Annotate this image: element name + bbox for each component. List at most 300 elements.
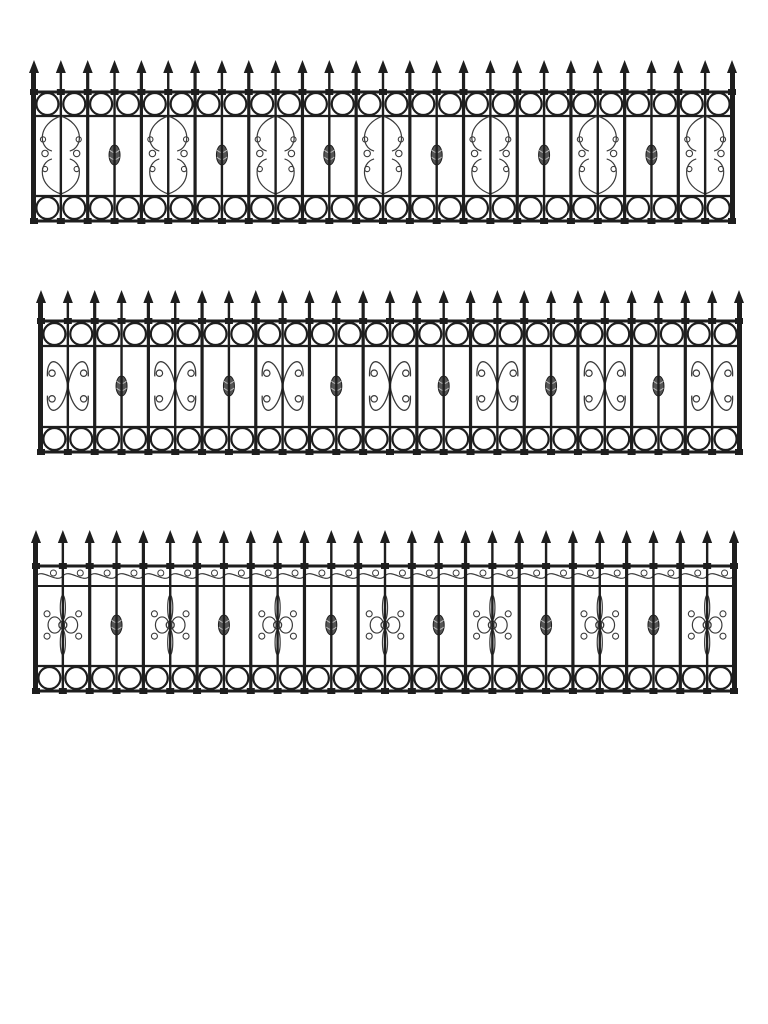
ring: [580, 428, 602, 450]
scroll-curve: [584, 362, 604, 386]
ring: [65, 667, 87, 689]
scroll-curve: [262, 386, 282, 410]
collar: [681, 318, 689, 324]
spear-tip: [653, 290, 663, 303]
collar: [139, 688, 147, 694]
spear-tip: [646, 60, 656, 73]
collar: [332, 318, 340, 324]
collar: [272, 89, 280, 95]
collar: [513, 89, 521, 95]
scroll-curl: [188, 396, 194, 402]
ring: [205, 428, 227, 450]
scroll-curve: [705, 159, 724, 194]
collar: [193, 563, 201, 569]
spear-tip: [83, 60, 93, 73]
scroll-curve: [257, 159, 276, 194]
ring: [627, 93, 649, 115]
ring: [683, 667, 705, 689]
collar: [701, 218, 709, 224]
scroll-curve: [687, 159, 706, 194]
ring: [359, 197, 381, 219]
ring: [500, 323, 522, 345]
collar: [703, 688, 711, 694]
scroll-curve: [390, 386, 410, 410]
ring: [468, 667, 490, 689]
spear-tip: [163, 60, 173, 73]
scroll-curl: [156, 370, 162, 376]
ring: [602, 667, 624, 689]
scroll-curl: [693, 370, 699, 376]
end-post-right: [732, 538, 737, 692]
collar: [144, 449, 152, 455]
spear-tip: [700, 60, 710, 73]
scroll-curve: [598, 116, 617, 151]
collar: [166, 688, 174, 694]
collar: [359, 449, 367, 455]
scroll-curl: [366, 633, 372, 639]
ring: [278, 93, 300, 115]
collar: [628, 318, 636, 324]
ring: [226, 667, 248, 689]
collar: [379, 89, 387, 95]
collar: [386, 318, 394, 324]
scroll-curve: [150, 159, 169, 194]
scroll-curve: [68, 386, 88, 410]
collar: [137, 218, 145, 224]
collar: [493, 449, 501, 455]
scroll-curl: [617, 396, 623, 402]
spear-tip: [680, 290, 690, 303]
ring: [715, 428, 737, 450]
ring: [547, 197, 569, 219]
ring: [361, 667, 383, 689]
collar: [674, 218, 682, 224]
scroll-curve: [490, 116, 509, 151]
scroll-curl: [151, 611, 157, 617]
ring: [173, 667, 195, 689]
collar: [164, 89, 172, 95]
collar: [569, 563, 577, 569]
scroll-curl: [76, 611, 82, 617]
wave-curl: [561, 570, 567, 576]
wave-curl: [50, 570, 56, 576]
ring: [305, 197, 327, 219]
scroll-curl: [371, 396, 377, 402]
ring: [224, 197, 246, 219]
collar: [164, 218, 172, 224]
collar: [513, 218, 521, 224]
ring: [332, 197, 354, 219]
scroll-curl: [42, 150, 48, 156]
spear-tip: [519, 290, 529, 303]
collar: [460, 218, 468, 224]
ring: [312, 428, 334, 450]
collar: [567, 89, 575, 95]
spear-tip: [190, 60, 200, 73]
scroll-curl: [49, 370, 55, 376]
spear-tip: [297, 60, 307, 73]
wave-curl: [158, 570, 164, 576]
ring: [439, 93, 461, 115]
scroll-curl: [688, 633, 694, 639]
scroll-curve: [579, 159, 598, 194]
spear-tip: [244, 60, 254, 73]
ring: [251, 197, 273, 219]
spear-tip: [702, 530, 712, 543]
ring: [124, 323, 146, 345]
ring: [119, 667, 141, 689]
scroll-curve: [364, 116, 383, 151]
scroll-curl: [44, 611, 50, 617]
ring: [661, 428, 683, 450]
scroll-curve: [477, 362, 497, 386]
spear-tip: [568, 530, 578, 543]
spear-tip: [143, 290, 153, 303]
scroll-curve: [497, 362, 517, 386]
spear-tip: [112, 530, 122, 543]
collar: [305, 318, 313, 324]
collar: [359, 318, 367, 324]
collar: [601, 318, 609, 324]
spear-tip: [539, 60, 549, 73]
collar: [547, 318, 555, 324]
wave-curl: [212, 570, 218, 576]
scroll-curve: [155, 386, 175, 410]
ring: [600, 197, 622, 219]
spear-tip: [224, 290, 234, 303]
ring: [493, 93, 515, 115]
scroll-curl: [478, 370, 484, 376]
ring: [607, 323, 629, 345]
ring: [97, 323, 119, 345]
ring: [527, 428, 549, 450]
ring: [124, 428, 146, 450]
ring: [307, 667, 329, 689]
spear-tip: [412, 290, 422, 303]
fence-panel-3: [31, 530, 739, 694]
collar: [118, 449, 126, 455]
ring: [92, 667, 114, 689]
ring: [600, 93, 622, 115]
collar: [298, 218, 306, 224]
collar: [225, 449, 233, 455]
collar: [59, 688, 67, 694]
collar: [433, 89, 441, 95]
ring: [688, 323, 710, 345]
ring: [117, 197, 139, 219]
ring: [500, 428, 522, 450]
wave-curl: [77, 570, 83, 576]
ring: [412, 93, 434, 115]
collar: [198, 318, 206, 324]
spear-tip: [407, 530, 417, 543]
collar: [623, 688, 631, 694]
spear-tip: [512, 60, 522, 73]
scroll-curl: [80, 370, 86, 376]
spear-tip: [439, 290, 449, 303]
scroll-curl: [396, 150, 402, 156]
collar: [488, 688, 496, 694]
ring: [312, 323, 334, 345]
ring: [708, 197, 730, 219]
collar: [327, 563, 335, 569]
ring: [366, 323, 388, 345]
ring: [575, 667, 597, 689]
collar: [113, 563, 121, 569]
ring: [36, 197, 58, 219]
collar: [654, 318, 662, 324]
ring: [151, 323, 173, 345]
collar: [567, 218, 575, 224]
wave-curl: [131, 570, 137, 576]
spear-tip: [90, 290, 100, 303]
collar: [408, 563, 416, 569]
ring: [280, 667, 302, 689]
spear-tip: [593, 60, 603, 73]
scroll-curl: [183, 611, 189, 617]
scroll-curl: [718, 150, 724, 156]
scroll-curve: [61, 159, 80, 194]
spear-tip: [459, 60, 469, 73]
collar: [462, 563, 470, 569]
scroll-curl: [259, 611, 265, 617]
scroll-curl: [505, 611, 511, 617]
ring: [198, 93, 220, 115]
scroll-curl: [264, 396, 270, 402]
scroll-curl: [403, 370, 409, 376]
ring: [688, 428, 710, 450]
scroll-curve: [579, 116, 598, 151]
scroll-curl: [44, 633, 50, 639]
scroll-curl: [725, 396, 731, 402]
scroll-curl: [288, 150, 294, 156]
end-post-right: [737, 298, 742, 453]
ring: [63, 93, 85, 115]
collar: [193, 688, 201, 694]
scroll-curl: [471, 150, 477, 156]
collar: [91, 449, 99, 455]
spear-tip: [110, 60, 120, 73]
scroll-curve: [47, 386, 67, 410]
spear-tip: [378, 60, 388, 73]
ring: [251, 93, 273, 115]
spear-tip: [217, 60, 227, 73]
collar: [486, 218, 494, 224]
collar: [171, 449, 179, 455]
ring: [38, 667, 60, 689]
spear-tip: [673, 60, 683, 73]
scroll-curl: [474, 611, 480, 617]
ring: [70, 428, 92, 450]
spear-tip: [271, 60, 281, 73]
ring: [573, 93, 595, 115]
collar: [540, 218, 548, 224]
collar: [708, 449, 716, 455]
collar: [298, 89, 306, 95]
ring: [385, 197, 407, 219]
ring: [231, 428, 253, 450]
ring: [522, 667, 544, 689]
spear-tip: [326, 530, 336, 543]
collar: [111, 218, 119, 224]
ring: [63, 197, 85, 219]
collar: [440, 449, 448, 455]
ring: [305, 93, 327, 115]
scroll-curve: [257, 116, 276, 151]
scroll-curl: [610, 150, 616, 156]
collar: [57, 89, 65, 95]
scroll-curve: [155, 362, 175, 386]
scroll-curl: [688, 611, 694, 617]
spear-tip: [117, 290, 127, 303]
collar: [460, 89, 468, 95]
scroll-curl: [581, 633, 587, 639]
scroll-curl: [76, 633, 82, 639]
ring: [656, 667, 678, 689]
ring: [178, 323, 200, 345]
scroll-curl: [510, 370, 516, 376]
ring: [495, 667, 517, 689]
scroll-curl: [581, 611, 587, 617]
ring: [466, 197, 488, 219]
spear-tip: [541, 530, 551, 543]
ring: [549, 667, 571, 689]
collar: [467, 318, 475, 324]
ring: [627, 197, 649, 219]
scroll-curve: [175, 362, 195, 386]
spear-tip: [331, 290, 341, 303]
end-post-left: [33, 538, 38, 692]
scroll-curl: [398, 633, 404, 639]
spear-tip: [197, 290, 207, 303]
ring: [205, 323, 227, 345]
scroll-curve: [168, 159, 187, 194]
collar: [352, 89, 360, 95]
scroll-curve: [472, 159, 491, 194]
wave-curl: [319, 570, 325, 576]
scroll-curl: [49, 396, 55, 402]
collar: [408, 688, 416, 694]
scroll-curl: [183, 633, 189, 639]
spear-tip: [622, 530, 632, 543]
ring: [90, 197, 112, 219]
ring: [466, 93, 488, 115]
scroll-curl: [474, 633, 480, 639]
ring: [258, 428, 280, 450]
scroll-curl: [510, 396, 516, 402]
collar: [542, 688, 550, 694]
collar: [252, 318, 260, 324]
collar: [247, 563, 255, 569]
ring: [117, 93, 139, 115]
spear-tip: [56, 60, 66, 73]
collar: [406, 218, 414, 224]
ring: [385, 93, 407, 115]
ring: [573, 197, 595, 219]
collar: [574, 449, 582, 455]
scroll-curl: [725, 370, 731, 376]
ring: [334, 667, 356, 689]
ring: [146, 667, 168, 689]
spear-tip: [620, 60, 630, 73]
spear-tip: [461, 530, 471, 543]
collar: [352, 218, 360, 224]
ring: [285, 428, 307, 450]
collar: [305, 449, 313, 455]
scroll-curl: [613, 633, 619, 639]
collar: [676, 688, 684, 694]
ring: [629, 667, 651, 689]
scroll-curve: [150, 116, 169, 151]
collar: [647, 218, 655, 224]
collar: [64, 318, 72, 324]
wave-curl: [480, 570, 486, 576]
ring: [387, 667, 409, 689]
collar: [654, 449, 662, 455]
collar: [198, 449, 206, 455]
ring: [634, 428, 656, 450]
ring: [520, 197, 542, 219]
scroll-curve: [276, 159, 295, 194]
scroll-curl: [720, 633, 726, 639]
collar: [245, 218, 253, 224]
spear-tip: [324, 60, 334, 73]
ring: [332, 93, 354, 115]
spear-tip: [63, 290, 73, 303]
ring: [339, 323, 361, 345]
scroll-curve: [490, 159, 509, 194]
end-post-right: [730, 68, 735, 222]
ring: [412, 197, 434, 219]
collar: [520, 318, 528, 324]
collar: [674, 89, 682, 95]
spear-tip: [566, 60, 576, 73]
ring: [224, 93, 246, 115]
collar: [515, 563, 523, 569]
wave-curl: [346, 570, 352, 576]
collar: [325, 218, 333, 224]
collar: [493, 318, 501, 324]
spear-tip: [648, 530, 658, 543]
scroll-curl: [586, 370, 592, 376]
scroll-curl: [290, 633, 296, 639]
collar: [488, 563, 496, 569]
spear-tip: [299, 530, 309, 543]
collar: [247, 688, 255, 694]
spear-tip: [675, 530, 685, 543]
scroll-curve: [705, 116, 724, 151]
scroll-curve: [370, 386, 390, 410]
spear-tip: [434, 530, 444, 543]
spear-tip: [58, 530, 68, 543]
collar: [91, 318, 99, 324]
spear-tip: [432, 60, 442, 73]
collar: [520, 449, 528, 455]
collar: [111, 89, 119, 95]
scroll-curl: [295, 396, 301, 402]
ring: [97, 428, 119, 450]
collar: [191, 89, 199, 95]
scroll-curl: [80, 396, 86, 402]
collar: [118, 318, 126, 324]
collar: [547, 449, 555, 455]
collar: [433, 218, 441, 224]
spear-tip: [273, 530, 283, 543]
collar: [676, 563, 684, 569]
collar: [569, 688, 577, 694]
spear-tip: [380, 530, 390, 543]
collar: [166, 563, 174, 569]
